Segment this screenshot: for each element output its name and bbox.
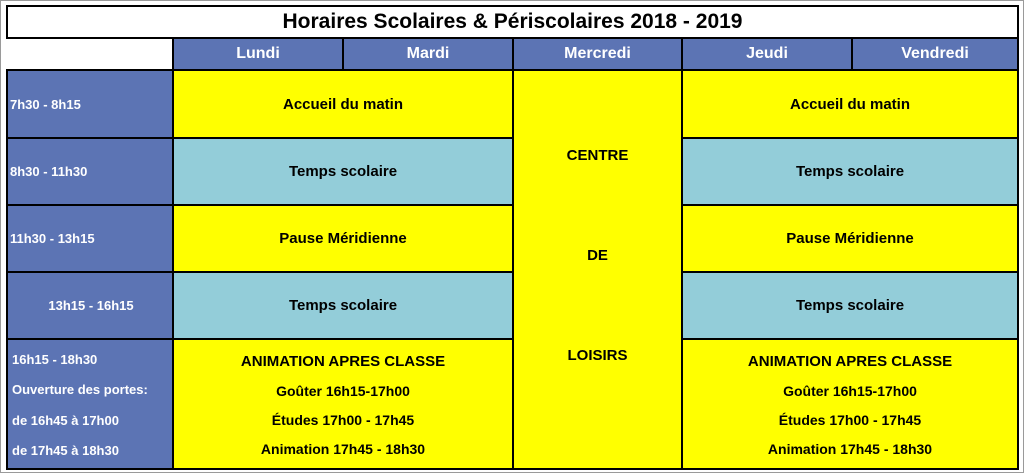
- header-mercredi: Mercredi: [512, 37, 683, 71]
- time-line: de 16h45 à 17h00: [12, 412, 119, 428]
- activity-line: Études 17h00 - 17h45: [778, 412, 922, 429]
- activity-left-2: Temps scolaire: [172, 137, 514, 206]
- activity-right-2: Temps scolaire: [681, 137, 1019, 206]
- header-vendredi: Vendredi: [851, 37, 1019, 71]
- activity-line: Animation 17h45 - 18h30: [767, 441, 933, 458]
- activity-heading: ANIMATION APRES CLASSE: [747, 352, 953, 370]
- activity-right-1: Accueil du matin: [681, 69, 1019, 139]
- activity-left-4: Temps scolaire: [172, 271, 514, 340]
- activity-line: Animation 17h45 - 18h30: [260, 441, 426, 458]
- activity-left-5: [172, 338, 514, 470]
- activity-right-5: [681, 338, 1019, 470]
- header-jeudi: Jeudi: [681, 37, 853, 71]
- activity-line: Études 17h00 - 17h45: [271, 412, 415, 429]
- activity-right-4: Temps scolaire: [681, 271, 1019, 340]
- time-slot-5: [6, 338, 174, 470]
- activity-left-3: Pause Méridienne: [172, 204, 514, 273]
- activity-heading: ANIMATION APRES CLASSE: [240, 352, 446, 370]
- header-mardi: Mardi: [342, 37, 514, 71]
- time-slot-1: 7h30 - 8h15: [6, 69, 174, 139]
- activity-line: Goûter 16h15-17h00: [276, 382, 410, 399]
- mercredi-centre-de-loisirs: [512, 69, 683, 470]
- table-title: Horaires Scolaires & Périscolaires 2018 - 2019: [6, 5, 1019, 39]
- mercredi-line: DE: [587, 247, 608, 264]
- mercredi-line: CENTRE: [566, 147, 629, 164]
- time-slot-2: 8h30 - 11h30: [6, 137, 174, 206]
- activity-line: Goûter 16h15-17h00: [783, 382, 917, 399]
- time-slot-4: 13h15 - 16h15: [6, 271, 174, 340]
- header-lundi: Lundi: [172, 37, 344, 71]
- time-slot-3: 11h30 - 13h15: [6, 204, 174, 273]
- activity-left-1: Accueil du matin: [172, 69, 514, 139]
- mercredi-line: LOISIRS: [567, 347, 628, 364]
- time-line: Ouverture des portes:: [12, 382, 148, 398]
- activity-right-3: Pause Méridienne: [681, 204, 1019, 273]
- time-line: de 17h45 à 18h30: [12, 443, 119, 459]
- time-line: 16h15 - 18h30: [12, 351, 98, 367]
